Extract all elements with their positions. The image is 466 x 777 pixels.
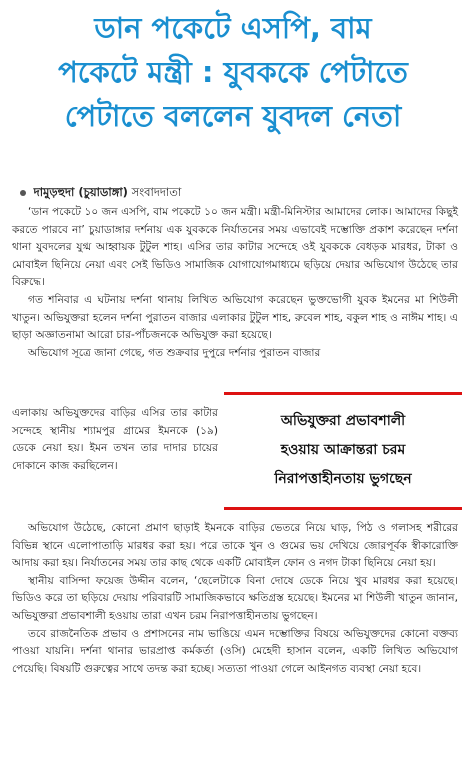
paragraph-5: স্থানীয় বাসিন্দা ফয়েজ উদ্দীন বলেন, ‘ছেলেটাকে বিনা দোষে ডেকে নিয়ে খুব মারধর করা হয়েছে। ভিডিও করে তা ছড়িয়ে দেয়ায় পরিবারটি সামাজিকভাবে ক্ষতিগ্রস্ত হয়েছে। ইমনের মা শিউলী খাতুন জানান, অভিযুক্তরা প্রভাবশালী হওয়ায় তারা এখন চরম নিরাপত্তাহীনতায় ভুগছেন। <box>12 574 458 622</box>
article-body-top <box>12 204 458 362</box>
paragraph-4: অভিযোগ উঠেছে, কোনো প্রমাণ ছাড়াই ইমনকে বাড়ির ভেতরে নিয়ে ঘাড়, পিঠ ও গলাসহ শরীরের বিভিন্ন স্থানে এলোপাতাড়ি মারধর করা হয়। পরে তাকে খুন ও গুমের ভয় দেখিয়ে জোরপূর্বক স্বীকারোক্তি আদায় করা হয়। নির্যাতনের সময় তার কাছ থেকে একটি মোবাইল ফোন ও নগদ টাকা ছিনিয়ে নেয়া হয়। <box>12 522 458 570</box>
pull-quote-line-1: অভিযুক্তরা প্রভাবশালী <box>280 413 406 429</box>
paragraph-1: ‘ডান পকেটে ১০ জন এসপি, বাম পকেটে ১০ জন মন্ত্রী। মন্ত্রী-মিনিস্টার আমাদের লোক। আমাদের কিছুই করতে পারবে না’ চুয়াডাঙ্গার দর্শনায় এক যুবককে নির্যাতনের সময় এভাবেই দম্ভোক্তি প্রকাশ করেছেন দর্শনা থানা যুবদলের যুগ্ম আহ্বায়ক টুটুল শাহ। এসির তার কাটার সন্দেহে ওই যুবককে বেধড়ক মারধর, টাকা ও মোবাইল ছিনিয়ে নেয়া এবং সেই ভিডিও সামাজিক যোগাযোগমাধ্যমে ছড়িয়ে দেয়ার অভিযোগ উঠেছে তার বিরুদ্ধে। <box>12 206 458 289</box>
paragraph-3: অভিযোগ সূত্রে জানা গেছে, গত শুক্রবার দুপুরে দর্শনার পুরাতন বাজার <box>28 346 321 359</box>
byline <box>20 184 181 203</box>
article-body-bottom <box>12 520 458 678</box>
byline-place: দামুড়হুদা (চুয়াডাঙ্গা) <box>33 185 128 199</box>
headline-line-2: পকেটে মন্ত্রী : যুবককে পেটাতে <box>58 55 408 89</box>
headline <box>0 6 466 138</box>
pull-quote-line-2: হওয়ায় আক্রান্তরা চরম <box>280 442 406 458</box>
pull-quote <box>224 392 462 510</box>
paragraph-2: গত শনিবার এ ঘটনায় দর্শনা থানায় লিখিত অভিযোগ করেছেন ভুক্তভোগী যুবক ইমনের মা শিউলী খাতুন। অভিযুক্তরা হলেন দর্শনা পুরাতন বাজার এলাকার টুটুল শাহ, রুবেল শাহ, বকুল শাহ ও নাঈম শাহ। এ ছাড়া অজ্ঞাতনামা আরো চার-পাঁচজনকে অভিযুক্ত করা হয়েছে। <box>12 293 458 342</box>
pull-quote-line-3: নিরাপত্তাহীনতায় ভুগছেন <box>274 471 412 487</box>
article-left-column: এলাকায় অভিযুক্তদের বাড়ির এসির তার কাটার সন্দেহে স্থানীয় শ্যামপুর গ্রামের ইমনকে (১৯) ডেকে নেয়া হয়। ইমন তখন তার দাদার চায়ের দোকানে কাজ করছিলেন। <box>12 407 218 472</box>
paragraph-6: তবে রাজনৈতিক প্রভাব ও প্রশাসনের নাম ভাঙিয়ে এমন দম্ভোক্তির বিষয়ে অভিযুক্তদের কোনো বক্তব্য পাওয়া যায়নি। দর্শনা থানার ভারপ্রাপ্ত কর্মকর্তা (ওসি) মেহেদী হাসান বলেন, একটি লিখিত অভিযোগ পেয়েছি। বিষয়টি গুরুত্বের সাথে তদন্ত করা হচ্ছে। সত্যতা পাওয়া গেলে আইনগত ব্যবস্থা নেয়া হবে। <box>12 627 458 675</box>
headline-line-3: পেটাতে বললেন যুবদল নেতা <box>64 99 402 133</box>
byline-role: সংবাদদাতা <box>131 185 182 199</box>
bullet-icon <box>20 190 26 196</box>
pull-quote-text <box>224 407 462 494</box>
headline-line-1: ডান পকেটে এসপি, বাম <box>94 11 372 45</box>
